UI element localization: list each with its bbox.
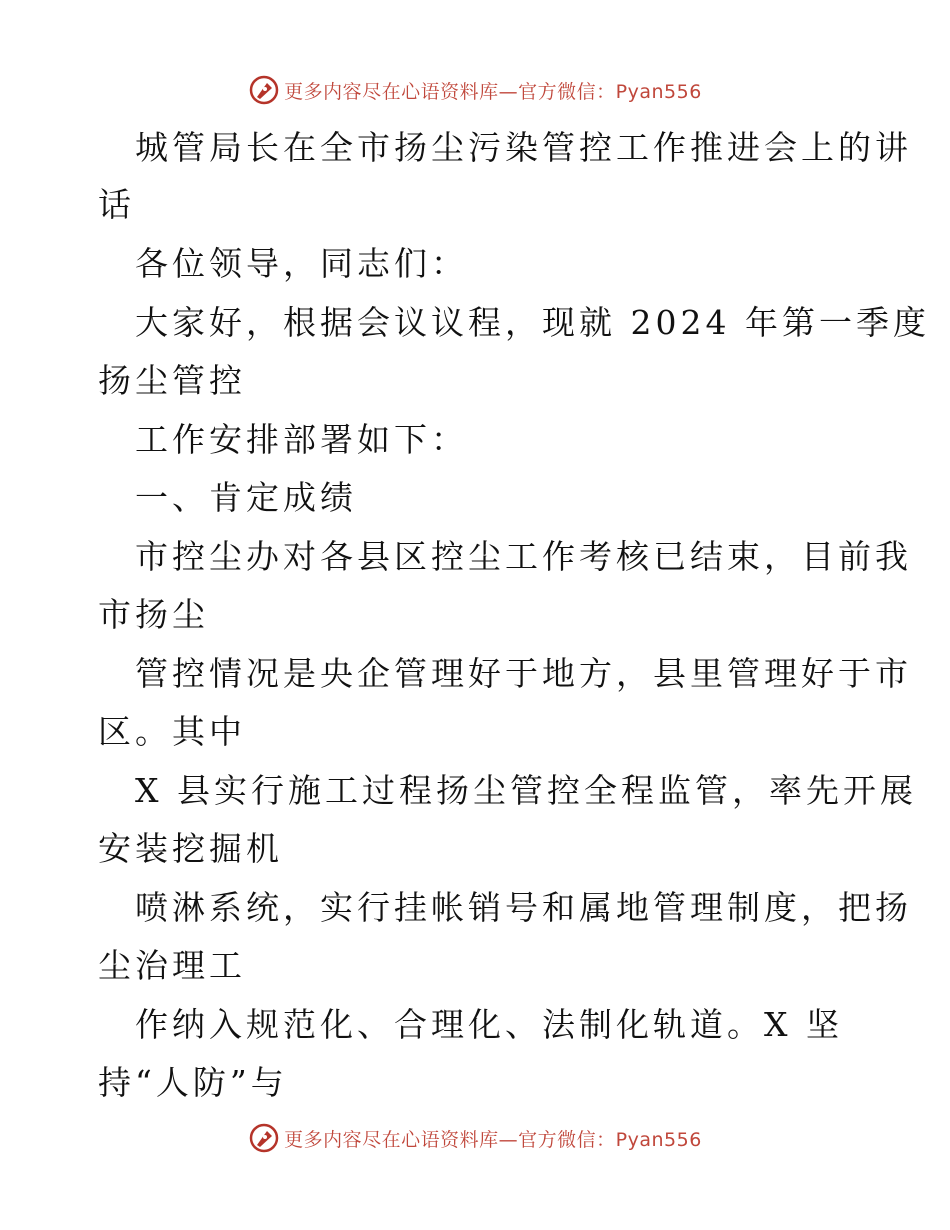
header-banner — [0, 70, 950, 110]
paragraph-line: 扬尘管控 — [98, 361, 246, 400]
pen-nib-logo-icon — [248, 1122, 280, 1154]
title-line-1: 城管局长在全市扬尘污染管控工作推进会上的讲 — [135, 128, 912, 167]
paragraph-line: 市控尘办对各县区控尘工作考核已结束，目前我 — [135, 537, 912, 576]
paragraph-line: 尘治理工 — [98, 946, 246, 985]
paragraph-line: 区。其中 — [98, 712, 246, 751]
paragraph-line: X 县实行施工过程扬尘管控全程监管，率先开展 — [135, 771, 917, 810]
banner-text: 更多内容尽在心语资料库—官方微信：Pyan556 — [284, 1128, 702, 1151]
footer-banner — [0, 1118, 950, 1158]
paragraph-line: 市扬尘 — [98, 595, 209, 634]
pen-nib-logo-icon — [248, 74, 280, 106]
section-heading: 一、肯定成绩 — [135, 478, 357, 517]
paragraph-line: 持“人防”与 — [98, 1063, 288, 1102]
paragraph-line: 工作安排部署如下： — [135, 420, 468, 459]
banner-text: 更多内容尽在心语资料库—官方微信：Pyan556 — [284, 80, 702, 103]
salutation: 各位领导，同志们： — [135, 244, 468, 283]
title-line-2: 话 — [98, 185, 135, 224]
paragraph-line: 作纳入规范化、合理化、法制化轨道。X 坚 — [135, 1005, 843, 1044]
paragraph-line: 大家好，根据会议议程，现就 2024 年第一季度 — [135, 303, 930, 342]
paragraph-line: 管控情况是央企管理好于地方，县里管理好于市 — [135, 654, 912, 693]
paragraph-line: 喷淋系统，实行挂帐销号和属地管理制度，把扬 — [135, 888, 912, 927]
paragraph-line: 安装挖掘机 — [98, 829, 283, 868]
